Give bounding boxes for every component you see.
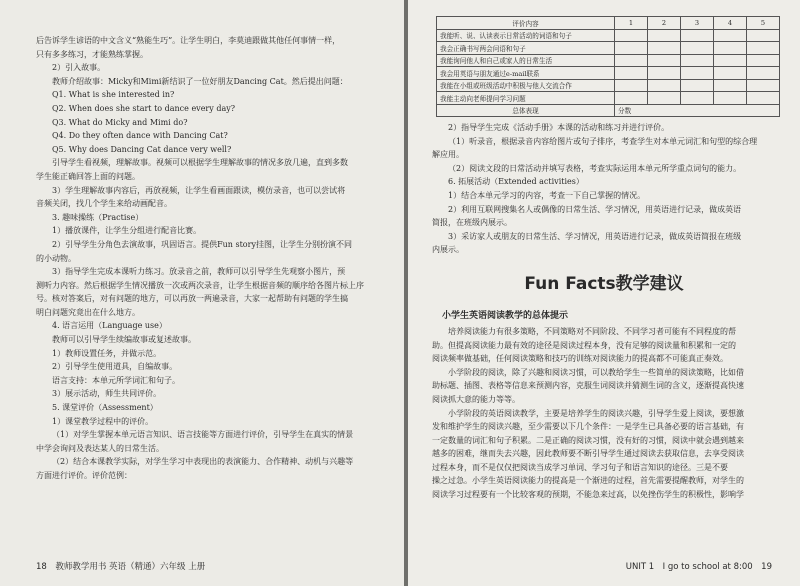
table-cell-empty	[747, 79, 780, 92]
table-cell-empty	[615, 54, 648, 67]
table-row	[437, 29, 780, 42]
text-line: 只有多多练习，才能熟练掌握。	[36, 49, 148, 59]
table-cell-empty	[714, 29, 747, 42]
right-body-text-bottom	[432, 325, 776, 502]
table-row	[437, 79, 780, 92]
table-cell-empty	[615, 92, 648, 105]
text-line: 学生能正确回答上面的问题。	[36, 171, 140, 181]
text-line: 方面进行评价。评价范例：	[36, 471, 132, 480]
text-line: 2）引入故事。	[52, 63, 106, 73]
text-line: 语言支持：本单元所学词汇和句子。	[52, 375, 180, 385]
table-row	[437, 42, 780, 55]
table-cell-empty	[747, 29, 780, 42]
text-line: （2）阅读文段的日常活动并填写表格，考查实际运用本单元所学重点词句的能力。	[448, 163, 742, 173]
table-cell-empty	[714, 67, 747, 80]
table-header-cell: 1	[615, 17, 648, 30]
text-line: （2）结合本课教学实际，对学生学习中表现出的表演能力、合作精神、动机与兴趣等	[52, 457, 354, 467]
text-line: 培养阅读能力有很多策略，不同策略对不同阶段、不同学习者可能有不同程度的帮	[448, 326, 736, 336]
text-line: 2）利用互联网搜集名人或偶像的日常生活、学习情况，用英语进行记录，做成英语	[448, 204, 742, 214]
left-body-text	[36, 34, 378, 483]
table-row	[437, 67, 780, 80]
text-line: 3. 趣味操练（Practise）	[52, 212, 144, 222]
text-line: 阅读频率做基础，任何阅读策略和技巧的训练对阅读能力的提高都不可能真正奏效。	[432, 354, 728, 364]
text-line: 过程本身，而不是仅仅把阅读当成学习单词、学习句子和语言知识的途径。三是不要	[432, 462, 728, 472]
table-header-cell: 5	[747, 17, 780, 30]
table-cell-empty	[615, 79, 648, 92]
text-line: 1）结合本单元学习的内容，考查一下自己掌握的情况。	[448, 190, 646, 200]
table-header-cell: 2	[648, 17, 681, 30]
table-header-row	[437, 17, 780, 30]
table-header-cell: 评价内容	[437, 17, 615, 30]
table-cell-empty	[615, 29, 648, 42]
table-cell-empty	[747, 67, 780, 80]
text-line: Q2. When does she start to dance every day?	[52, 103, 236, 113]
text-line: 6. 拓展活动（Extended activities）	[448, 177, 584, 187]
left-page-footer: 18 教师教学用书 英语（精通）六年级 上册	[36, 562, 206, 572]
table-cell-empty	[648, 92, 681, 105]
table-cell-empty	[681, 54, 714, 67]
table-cell: 我会正确书写两会问语和句子	[437, 42, 615, 55]
table-cell: 我能听、说、认读表示日常活动的词语和句子	[437, 29, 615, 42]
text-line: 号。核对答案后，对有问题的地方，可以再放一两遍录音，大家一起帮助有问题的学生搞	[36, 294, 348, 304]
text-line: （1）听录音，根据录音内容给图片或句子排序，考查学生对本单元词汇和句型的综合理	[448, 136, 758, 146]
text-line: 3）指导学生完成本课听力练习。放录音之前，教师可以引导学生先观察小图片，预	[52, 267, 346, 277]
table-cell-empty	[648, 29, 681, 42]
text-line: 小学阶段的阅读，除了兴趣和阅读习惯，可以教给学生一些简单的阅读策略，比如借	[448, 367, 744, 377]
table-cell: 我能主动向老师提问学习问题	[437, 92, 615, 105]
table-header-cell: 4	[714, 17, 747, 30]
text-line: 简报，在班级内展示。	[432, 218, 512, 228]
table-cell: 我能在小组或班级活动中积极与他人交流合作	[437, 79, 615, 92]
table-cell-empty	[648, 67, 681, 80]
right-body-text-top	[432, 121, 776, 257]
text-line: 明白问题究竟出在什么地方。	[36, 307, 140, 317]
text-line: 发和维护学生的阅读兴趣，至少需要以下几个条件：一是学生已具备必要的语言基础，有	[432, 422, 744, 432]
text-line: 教师可以引导学生续编故事或复述故事。	[52, 335, 196, 345]
text-line: 阅读抓大意的能力等等。	[432, 394, 520, 404]
text-line: 4. 语言运用（Language use）	[52, 321, 167, 331]
text-line: 后告诉学生谚语的中文含义“熟能生巧”。让学生明白，李莫迪跟做其他任何事情一样，	[36, 36, 341, 45]
table-cell: 我会用英语与朋友通过e-mail联系	[437, 67, 615, 80]
table-cell-empty	[648, 42, 681, 55]
table-cell-empty	[747, 54, 780, 67]
total-label-cell: 总体表现	[437, 104, 615, 117]
table-cell-empty	[648, 54, 681, 67]
text-line: Q3. What do Micky and Mimi do?	[52, 117, 188, 127]
right-page-footer: UNIT 1 I go to school at 8:00 19	[625, 562, 772, 572]
table-cell-empty	[681, 29, 714, 42]
text-line: 3）采访家人或朋友的日常生活、学习情况，用英语进行记录，做成英语简报在班级	[448, 231, 742, 241]
table-cell-empty	[714, 42, 747, 55]
table-cell-empty	[681, 79, 714, 92]
section-subheading: 小学生英语阅读教学的总体提示	[442, 310, 569, 321]
text-line: 教师介绍故事：Micky和Mimi新结识了一位好朋友Dancing Cat。然后提出问题：	[52, 76, 348, 86]
text-line: 1）课堂教学过程中的评价。	[52, 416, 154, 426]
text-line: 引导学生看视频，理解故事。视频可以根据学生理解故事的情况多放几遍，直到多数	[52, 158, 348, 168]
table-cell-empty	[681, 42, 714, 55]
table-cell-empty	[747, 42, 780, 55]
text-line: 2）引导学生使用道具，自编故事。	[52, 362, 178, 372]
table-cell-empty	[747, 92, 780, 105]
text-line: 测听力内容。然后根据学生情况播放一次或两次录音，让学生根据音频的顺序给各图片标上序	[36, 280, 364, 290]
text-line: 小学阶段的英语阅读教学，主要是培养学生的阅读兴趣，引导学生爱上阅读，要想激	[448, 408, 744, 418]
text-line: Q4. Do they often dance with Dancing Cat?	[52, 131, 228, 141]
text-line: 助。但提高阅读能力最有效的途径是阅读过程本身，没有足够的阅读量和积累和一定的	[432, 340, 736, 350]
text-line: 操之过急。小学生英语阅读能力的提高是一个渐进的过程，首先需要提醒教师，对学生的	[432, 476, 744, 486]
text-line: 3）展示活动，师生共同评价。	[52, 389, 162, 399]
table-cell-empty	[615, 67, 648, 80]
text-line: 的小动物。	[36, 253, 76, 263]
text-line: 解应用。	[432, 150, 464, 160]
table-cell-empty	[714, 54, 747, 67]
text-line: 越多的困难，继而失去兴趣，因此教师要不断引导学生通过阅读去获取信息，去享受阅读	[432, 449, 744, 459]
table-cell-empty	[615, 42, 648, 55]
text-line: 2）引导学生分角色去演故事，巩固语言。提供Fun story挂图，让学生分别扮演不同	[52, 239, 352, 249]
table-cell-empty	[648, 79, 681, 92]
table-header-cell: 3	[681, 17, 714, 30]
text-line: 音频关闭，找几个学生来给动画配音。	[36, 199, 172, 209]
text-line: 1）教师设置任务，并做示范。	[52, 348, 162, 358]
text-line: Q5. Why does Dancing Cat dance very well?	[52, 144, 232, 154]
table-total-row	[437, 104, 780, 117]
evaluation-table	[436, 16, 780, 117]
total-value-cell: 分数	[615, 104, 780, 117]
table-cell-empty	[681, 67, 714, 80]
right-page	[408, 0, 800, 586]
table-row	[437, 92, 780, 105]
table-row	[437, 54, 780, 67]
text-line: 5. 课堂评价（Assessment）	[52, 403, 158, 413]
table-cell-empty	[714, 79, 747, 92]
text-line: 3）学生理解故事内容后，再放视频，让学生看画面跟读，模仿录音，也可以尝试将	[52, 185, 346, 195]
text-line: Q1. What is she interested in?	[52, 90, 175, 100]
table-cell-empty	[714, 92, 747, 105]
text-line: 内展示。	[432, 245, 464, 255]
table-cell: 我能询问他人和自己或家人的日常生活	[437, 54, 615, 67]
text-line: （1）对学生掌握本单元语言知识、语言技能等方面进行评价，引导学生在真实的情景	[52, 430, 354, 440]
text-line: 1）播放课件，让学生分组进行配音比赛。	[52, 226, 202, 236]
fun-facts-title: Fun Facts教学建议	[524, 273, 684, 294]
text-line: 2）指导学生完成《活动手册》本课的活动和练习并进行评价。	[448, 123, 670, 132]
text-line: 助标题、插图、表格等信息来预测内容，克服生词阅读并猜测生词的含义，逐渐提高快速	[432, 381, 744, 391]
text-line: 一定数量的词汇和句子积累。二是正确的阅读习惯，没有好的习惯，阅读中就会遇到越来	[432, 435, 744, 445]
text-line: 阅读学习过程要有一个比较客观的预期，不能急来过高，以免挫伤学生的积极性，影响学	[432, 490, 744, 500]
table-cell-empty	[681, 92, 714, 105]
text-line: 中学会询问及表达某人的日常生活。	[36, 443, 164, 453]
